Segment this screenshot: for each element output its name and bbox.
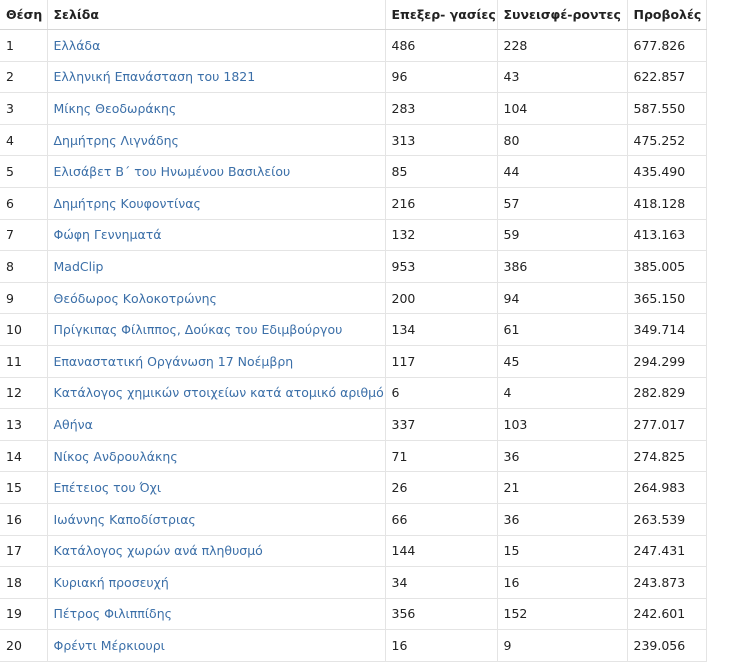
table-row: [0, 30, 706, 62]
table-row: [0, 124, 706, 156]
page-link[interactable]: Φρέντι Μέρκιουρι: [47, 630, 385, 662]
cell-views: 277.017: [627, 409, 706, 441]
cell-rank: 14: [0, 440, 47, 472]
table-row: [0, 61, 706, 93]
cell-views: 263.539: [627, 503, 706, 535]
cell-edits: 16: [385, 630, 497, 662]
cell-edits: 96: [385, 61, 497, 93]
page-link[interactable]: Επαναστατική Οργάνωση 17 Νοέμβρη: [47, 345, 385, 377]
table-row: [0, 409, 706, 441]
cell-views: 413.163: [627, 219, 706, 251]
cell-contributors: 57: [497, 187, 627, 219]
page-link[interactable]: Κατάλογος χημικών στοιχείων κατά ατομικό αριθμό: [47, 377, 385, 409]
cell-rank: 4: [0, 124, 47, 156]
cell-rank: 13: [0, 409, 47, 441]
cell-views: 349.714: [627, 314, 706, 346]
page-link[interactable]: Ιωάννης Καποδίστριας: [47, 503, 385, 535]
page-link[interactable]: Αθήνα: [47, 409, 385, 441]
cell-views: 274.825: [627, 440, 706, 472]
cell-rank: 18: [0, 567, 47, 599]
cell-views: 264.983: [627, 472, 706, 504]
cell-edits: 486: [385, 30, 497, 62]
cell-views: 243.873: [627, 567, 706, 599]
cell-rank: 12: [0, 377, 47, 409]
table-row: [0, 187, 706, 219]
cell-contributors: 386: [497, 251, 627, 283]
cell-views: 247.431: [627, 535, 706, 567]
cell-edits: 313: [385, 124, 497, 156]
header-contributors: Συνεισφέ-ροντες: [497, 0, 627, 30]
cell-views: 622.857: [627, 61, 706, 93]
cell-rank: 16: [0, 503, 47, 535]
cell-views: 365.150: [627, 282, 706, 314]
page-link[interactable]: Πέτρος Φιλιππίδης: [47, 598, 385, 630]
cell-edits: 283: [385, 93, 497, 125]
table-row: [0, 93, 706, 125]
header-edits: Επεξερ- γασίες: [385, 0, 497, 30]
page-link[interactable]: MadClip: [47, 251, 385, 283]
cell-contributors: 44: [497, 156, 627, 188]
table-row: [0, 345, 706, 377]
cell-views: 294.299: [627, 345, 706, 377]
cell-rank: 9: [0, 282, 47, 314]
table-row: [0, 598, 706, 630]
table-row: [0, 314, 706, 346]
table-row: [0, 440, 706, 472]
page-link[interactable]: Ελλάδα: [47, 30, 385, 62]
cell-views: 587.550: [627, 93, 706, 125]
cell-edits: 337: [385, 409, 497, 441]
page-link[interactable]: Φώφη Γεννηματά: [47, 219, 385, 251]
table-row: [0, 156, 706, 188]
table-row: [0, 251, 706, 283]
cell-edits: 200: [385, 282, 497, 314]
cell-rank: 17: [0, 535, 47, 567]
page-link[interactable]: Επέτειος του Όχι: [47, 472, 385, 504]
table-row: [0, 567, 706, 599]
page-link[interactable]: Νίκος Ανδρουλάκης: [47, 440, 385, 472]
cell-rank: 15: [0, 472, 47, 504]
cell-rank: 10: [0, 314, 47, 346]
cell-rank: 7: [0, 219, 47, 251]
cell-edits: 144: [385, 535, 497, 567]
cell-edits: 34: [385, 567, 497, 599]
page-link[interactable]: Κατάλογος χωρών ανά πληθυσμό: [47, 535, 385, 567]
page-link[interactable]: Ελληνική Επανάσταση του 1821: [47, 61, 385, 93]
cell-views: 385.005: [627, 251, 706, 283]
cell-rank: 2: [0, 61, 47, 93]
cell-edits: 85: [385, 156, 497, 188]
cell-edits: 216: [385, 187, 497, 219]
cell-edits: 953: [385, 251, 497, 283]
cell-contributors: 9: [497, 630, 627, 662]
page-link[interactable]: Ελισάβετ Β΄ του Ηνωμένου Βασιλείου: [47, 156, 385, 188]
table-row: [0, 630, 706, 662]
cell-contributors: 4: [497, 377, 627, 409]
cell-rank: 3: [0, 93, 47, 125]
cell-contributors: 36: [497, 440, 627, 472]
cell-views: 239.056: [627, 630, 706, 662]
cell-views: 418.128: [627, 187, 706, 219]
header-rank: Θέση: [0, 0, 47, 30]
cell-contributors: 61: [497, 314, 627, 346]
page-link[interactable]: Μίκης Θεοδωράκης: [47, 93, 385, 125]
cell-edits: 71: [385, 440, 497, 472]
page-link[interactable]: Θεόδωρος Κολοκοτρώνης: [47, 282, 385, 314]
header-page: Σελίδα: [47, 0, 385, 30]
cell-rank: 5: [0, 156, 47, 188]
page-link[interactable]: Κυριακή προσευχή: [47, 567, 385, 599]
cell-rank: 19: [0, 598, 47, 630]
cell-contributors: 21: [497, 472, 627, 504]
cell-contributors: 94: [497, 282, 627, 314]
cell-edits: 6: [385, 377, 497, 409]
cell-edits: 132: [385, 219, 497, 251]
cell-contributors: 59: [497, 219, 627, 251]
cell-rank: 20: [0, 630, 47, 662]
table-header-row: [0, 0, 706, 30]
cell-views: 475.252: [627, 124, 706, 156]
header-views: Προβολές: [627, 0, 706, 30]
cell-rank: 8: [0, 251, 47, 283]
cell-contributors: 152: [497, 598, 627, 630]
cell-rank: 6: [0, 187, 47, 219]
table-body: [0, 30, 706, 662]
cell-views: 282.829: [627, 377, 706, 409]
table-row: [0, 472, 706, 504]
page-link[interactable]: Πρίγκιπας Φίλιππος, Δούκας του Εδιμβούργου: [47, 314, 385, 346]
cell-views: 677.826: [627, 30, 706, 62]
cell-views: 435.490: [627, 156, 706, 188]
cell-contributors: 15: [497, 535, 627, 567]
cell-edits: 26: [385, 472, 497, 504]
cell-rank: 1: [0, 30, 47, 62]
table-row: [0, 377, 706, 409]
cell-views: 242.601: [627, 598, 706, 630]
page-link[interactable]: Δημήτρης Λιγνάδης: [47, 124, 385, 156]
cell-contributors: 36: [497, 503, 627, 535]
cell-contributors: 80: [497, 124, 627, 156]
cell-edits: 356: [385, 598, 497, 630]
cell-edits: 117: [385, 345, 497, 377]
table-row: [0, 282, 706, 314]
cell-rank: 11: [0, 345, 47, 377]
table-row: [0, 535, 706, 567]
cell-contributors: 43: [497, 61, 627, 93]
table-row: [0, 219, 706, 251]
cell-edits: 66: [385, 503, 497, 535]
cell-edits: 134: [385, 314, 497, 346]
cell-contributors: 103: [497, 409, 627, 441]
cell-contributors: 16: [497, 567, 627, 599]
table-row: [0, 503, 706, 535]
cell-contributors: 228: [497, 30, 627, 62]
page-link[interactable]: Δημήτρης Κουφοντίνας: [47, 187, 385, 219]
cell-contributors: 104: [497, 93, 627, 125]
cell-contributors: 45: [497, 345, 627, 377]
